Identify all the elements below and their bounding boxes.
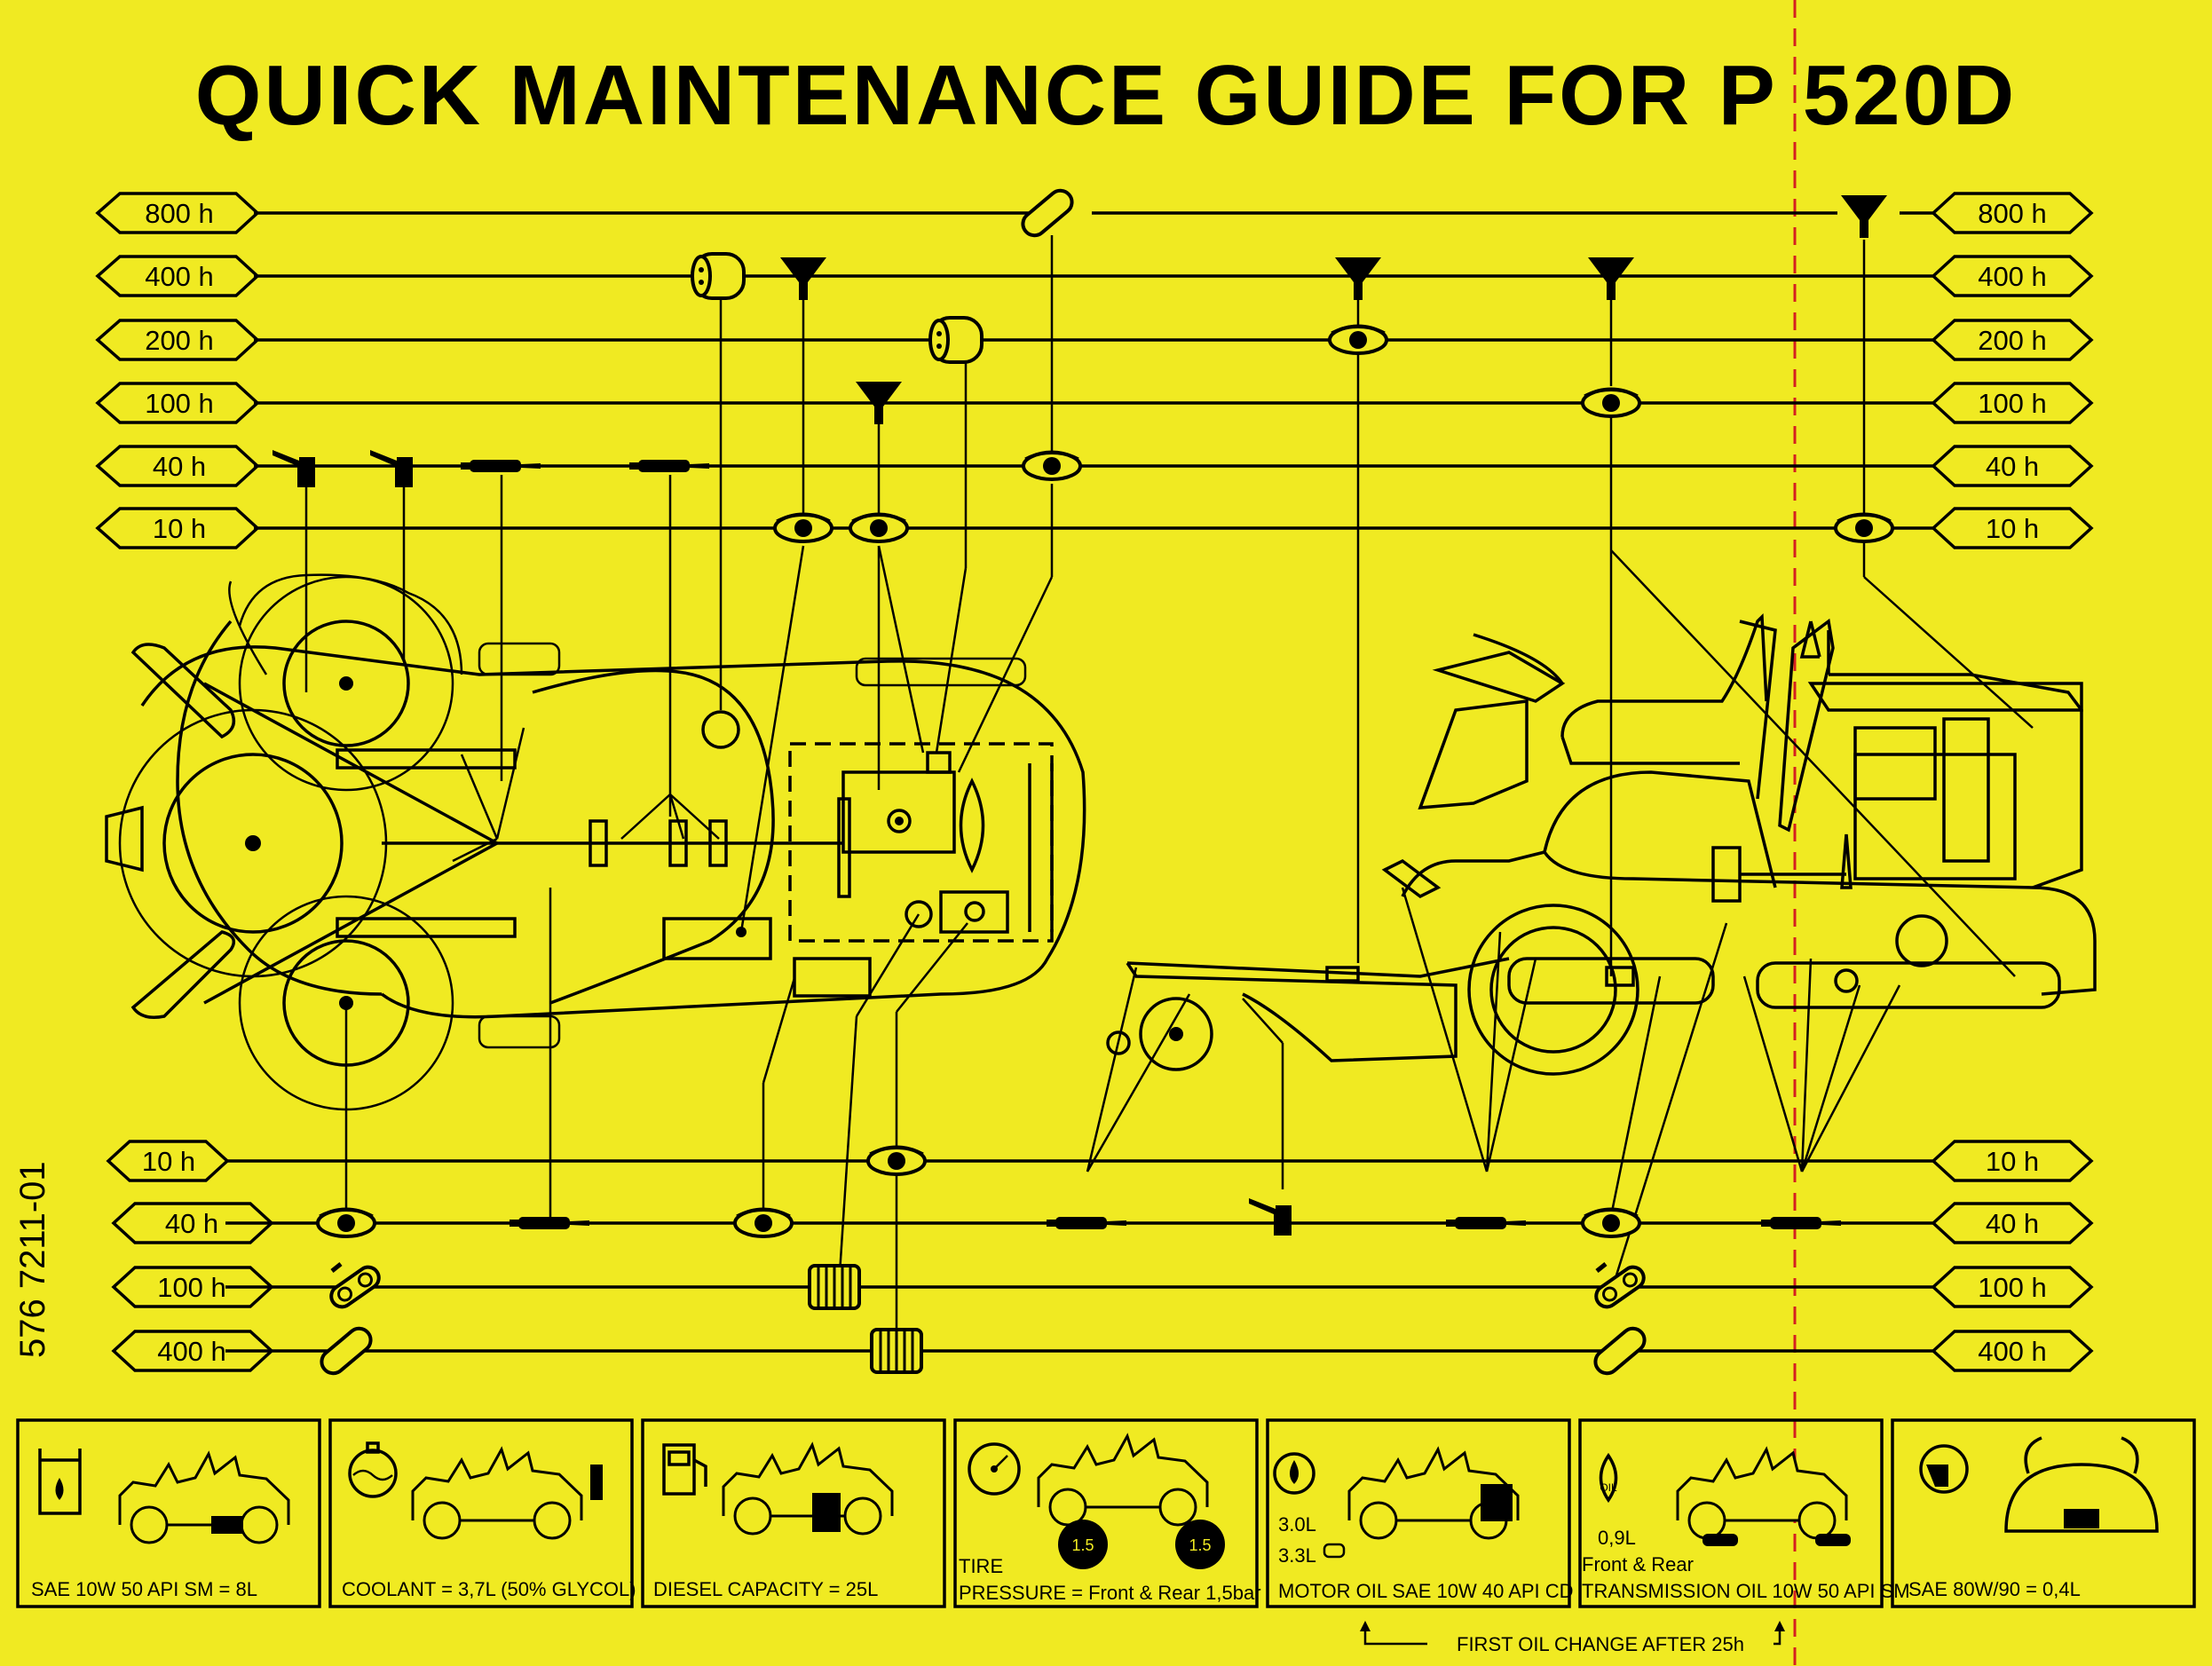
belt-icon xyxy=(1018,186,1077,240)
side-view-machine-drawing xyxy=(1108,617,2095,1074)
grease-gun-icon xyxy=(1047,1217,1126,1229)
eye-icon xyxy=(318,1209,375,1236)
mower-icon xyxy=(723,1445,892,1534)
fluid-caption-6: TRANSMISSION OIL 10W 50 API SM xyxy=(1582,1580,1910,1602)
tag-left-bottom-40h: 40 h xyxy=(164,1208,219,1239)
grease-gun-icon xyxy=(510,1217,589,1229)
eye-icon xyxy=(1023,452,1080,479)
oil-mark-label: OIL xyxy=(1600,1481,1617,1494)
oil-drop-icon xyxy=(1275,1454,1314,1493)
filter-ribbed-icon xyxy=(872,1330,921,1372)
tag-right-200h: 200 h xyxy=(1978,325,2047,356)
eye-icon xyxy=(1330,326,1386,353)
filter-ribbed-icon xyxy=(810,1266,859,1308)
tag-left-bottom-10h: 10 h xyxy=(141,1146,196,1177)
mower-icon xyxy=(120,1454,288,1543)
eye-icon xyxy=(1583,1209,1639,1236)
fluid-box-tire-pressure xyxy=(955,1420,1261,1607)
first-oil-change-note xyxy=(1360,1621,1785,1655)
belt-icon xyxy=(317,1323,375,1378)
tag-right-10h: 10 h xyxy=(1985,513,2040,544)
motor-oil-vol-2: 3.3L xyxy=(1278,1544,1316,1567)
top-view-machine-drawing xyxy=(107,575,1085,1109)
eye-icon xyxy=(1836,514,1892,541)
tag-right-bottom-100h: 100 h xyxy=(1978,1272,2047,1303)
fluid-caption-3: DIESEL CAPACITY = 25L xyxy=(653,1578,879,1600)
oil-can-icon xyxy=(370,450,413,487)
gearbox-housing-icon xyxy=(2006,1438,2157,1531)
oil-can-icon xyxy=(1249,1198,1292,1236)
mower-icon xyxy=(1039,1436,1207,1525)
grease-gun-icon xyxy=(461,460,541,472)
grease-gun-icon xyxy=(629,460,709,472)
oil-can-icon xyxy=(273,450,315,487)
fluid-box-motor-oil xyxy=(1268,1420,1574,1607)
interval-tags-right-top xyxy=(1933,193,2091,548)
tire-label-front: 1.5 xyxy=(1071,1536,1094,1554)
fluid-box-engine-oil xyxy=(18,1420,320,1607)
pressure-gauge-icon xyxy=(969,1444,1019,1494)
fluid-caption-1: SAE 10W 50 API SM = 8L xyxy=(31,1578,257,1600)
eye-icon xyxy=(775,514,832,541)
filter-icon xyxy=(692,254,744,298)
footnote-text: FIRST OIL CHANGE AFTER 25h xyxy=(1457,1633,1744,1655)
tag-right-800h: 800 h xyxy=(1978,198,2047,229)
fluid-box-transmission-oil xyxy=(1580,1420,1910,1607)
filter-icon xyxy=(930,318,982,362)
page-title: QUICK MAINTENANCE GUIDE FOR P 520D xyxy=(194,48,2018,143)
tag-left-bottom-100h: 100 h xyxy=(157,1272,226,1303)
mower-icon xyxy=(1678,1449,1846,1538)
pulley-icon xyxy=(328,1263,383,1311)
funnel-icon xyxy=(1335,257,1381,300)
tag-right-bottom-10h: 10 h xyxy=(1985,1146,2040,1177)
pulley-icon xyxy=(1592,1263,1648,1311)
interval-lines xyxy=(225,213,1935,1351)
tag-right-bottom-40h: 40 h xyxy=(1985,1208,2040,1239)
tire-label-rear: 1.5 xyxy=(1189,1536,1212,1554)
transmission-vol-2: Front & Rear xyxy=(1582,1553,1694,1575)
grease-gun-icon xyxy=(1446,1217,1526,1229)
fluid-caption-7: SAE 80W/90 = 0,4L xyxy=(1908,1578,2081,1600)
tag-left-100h: 100 h xyxy=(145,388,214,419)
tag-left-bottom-400h: 400 h xyxy=(157,1336,226,1367)
mower-icon xyxy=(413,1449,581,1538)
part-number: 576 7211-01 xyxy=(13,1161,52,1358)
funnel-icon xyxy=(1841,195,1887,238)
transmission-oil-icon xyxy=(1600,1456,1617,1500)
tag-right-bottom-400h: 400 h xyxy=(1978,1336,2047,1367)
fluid-box-gearbox-oil xyxy=(1892,1420,2194,1607)
fluid-caption-4-line1: TIRE xyxy=(959,1555,1004,1577)
fluid-caption-2: COOLANT = 3,7L (50% GLYCOL) xyxy=(342,1578,636,1600)
grease-gun-icon xyxy=(1761,1217,1841,1229)
engine-oil-level-icon xyxy=(40,1449,80,1513)
fluid-box-diesel xyxy=(643,1420,944,1607)
maintenance-icons-top xyxy=(273,186,1892,541)
interval-tags-right-bottom xyxy=(1933,1141,2091,1370)
tag-left-800h: 800 h xyxy=(145,198,214,229)
eye-icon xyxy=(868,1147,925,1174)
belt-icon xyxy=(1591,1323,1649,1378)
maintenance-icons-bottom xyxy=(317,1147,1841,1378)
fluid-box-coolant xyxy=(330,1420,636,1607)
tag-right-40h: 40 h xyxy=(1985,451,2040,482)
tag-right-100h: 100 h xyxy=(1978,388,2047,419)
fluid-caption-5: MOTOR OIL SAE 10W 40 API CD xyxy=(1278,1580,1574,1602)
tag-left-40h: 40 h xyxy=(152,451,207,482)
tag-left-10h: 10 h xyxy=(152,513,207,544)
funnel-icon xyxy=(1588,257,1634,300)
transmission-vol-1: 0,9L xyxy=(1598,1527,1636,1549)
fluid-caption-4: PRESSURE = Front & Rear 1,5bar xyxy=(959,1582,1261,1604)
funnel-icon xyxy=(780,257,826,300)
eye-icon xyxy=(735,1209,792,1236)
tag-right-400h: 400 h xyxy=(1978,261,2047,292)
eye-icon xyxy=(850,514,907,541)
tag-left-400h: 400 h xyxy=(145,261,214,292)
interval-tags-left-bottom xyxy=(108,1141,272,1370)
interval-tags-left-top xyxy=(98,193,257,548)
motor-oil-vol-1: 3.0L xyxy=(1278,1513,1316,1536)
coolant-icon xyxy=(350,1443,396,1496)
gearbox-oil-icon xyxy=(1921,1446,1967,1492)
fuel-pump-icon xyxy=(664,1445,706,1494)
eye-icon xyxy=(1583,389,1639,416)
tag-left-200h: 200 h xyxy=(145,325,214,356)
